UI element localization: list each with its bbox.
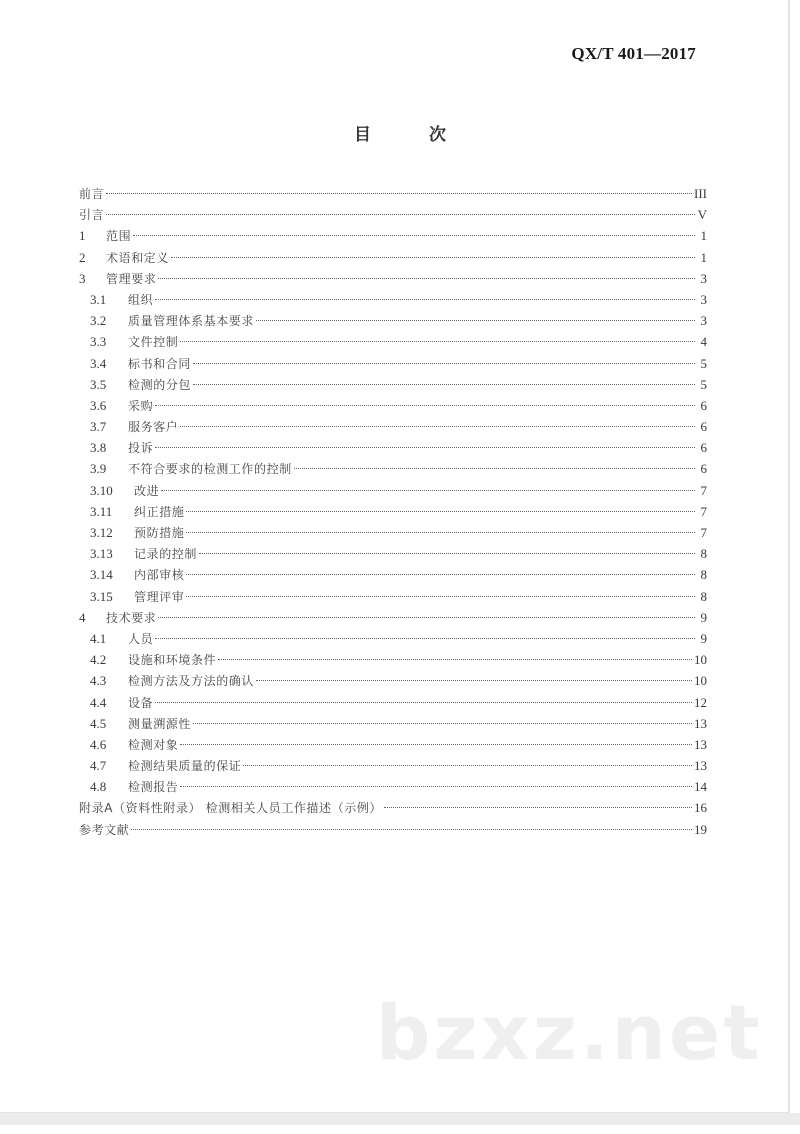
toc-entry-page: 5 (700, 355, 707, 371)
toc-entry-label: 管理评审 (134, 589, 185, 604)
table-of-contents (79, 183, 707, 840)
toc-entry-page: 7 (700, 525, 707, 540)
toc-entry-page: 1 (700, 249, 707, 265)
toc-entry-label: 检测报告 (128, 780, 179, 795)
document-code: QX/T 401—2017 (571, 44, 696, 63)
toc-entry-page: 7 (700, 503, 707, 519)
toc-entry[interactable] (79, 331, 707, 352)
dot-leader (243, 765, 692, 766)
toc-entry-number: 4.8 (90, 779, 107, 795)
toc-entry-number: 3.2 (90, 313, 107, 329)
toc-entry-page: 10 (694, 673, 707, 689)
dot-leader (180, 786, 692, 787)
toc-entry-number: 3 (79, 270, 86, 286)
toc-entry-page: 8 (700, 546, 707, 562)
toc-entry-number: 4 (79, 609, 86, 625)
toc-entry-label: 服务客户 (128, 420, 179, 435)
dot-leader (133, 235, 695, 236)
toc-entry-label: 内部审核 (134, 568, 185, 583)
toc-entry[interactable] (79, 225, 707, 246)
dot-leader (171, 257, 695, 258)
toc-entry-page: 16 (694, 800, 707, 816)
toc-entry-label: 附录A（资料性附录） 检测相关人员工作描述（示例） (79, 801, 383, 816)
toc-entry-label: 术语和定义 (106, 250, 170, 265)
dot-leader (256, 320, 695, 321)
toc-entry[interactable] (79, 353, 707, 374)
toc-entry-label: 范围 (106, 229, 132, 244)
toc-entry-label: 组织 (128, 292, 154, 307)
toc-entry-label: 标书和合同 (128, 356, 192, 371)
toc-entry[interactable] (79, 670, 707, 691)
dot-leader (384, 807, 692, 808)
toc-entry[interactable] (79, 628, 707, 649)
toc-entry[interactable] (79, 564, 707, 585)
toc-entry-number: 3.6 (90, 397, 107, 413)
toc-entry-label: 不符合要求的检测工作的控制 (128, 462, 292, 477)
toc-entry-label: 质量管理体系基本要求 (128, 314, 255, 329)
toc-entry[interactable] (79, 374, 707, 395)
toc-entry[interactable] (79, 776, 707, 797)
toc-entry[interactable] (79, 649, 707, 670)
toc-entry[interactable] (79, 734, 707, 755)
toc-entry-page: 3 (700, 291, 707, 307)
toc-entry-number: 3.1 (90, 291, 107, 307)
dot-leader (186, 596, 695, 597)
toc-entry-label: 检测方法及方法的确认 (128, 674, 255, 689)
dot-leader (186, 511, 695, 512)
toc-entry-number: 4.7 (90, 758, 107, 774)
toc-entry-page: 6 (700, 461, 707, 477)
dot-leader (155, 299, 695, 300)
toc-entry-page: 9 (700, 609, 707, 625)
toc-entry-page: 6 (700, 440, 707, 456)
toc-entry-number: 4.1 (90, 630, 107, 646)
toc-entry[interactable] (79, 183, 707, 204)
toc-entry-number: 4.6 (90, 736, 107, 752)
dot-leader (193, 723, 692, 724)
toc-entry-label: 文件控制 (128, 335, 179, 350)
toc-entry-label: 引言 (79, 208, 105, 223)
toc-entry-number: 4.4 (90, 694, 107, 710)
toc-entry[interactable] (79, 586, 707, 607)
dot-leader (294, 468, 695, 469)
toc-entry[interactable] (79, 480, 707, 501)
toc-entry-number: 4.3 (90, 673, 107, 689)
toc-entry-page: 9 (700, 630, 707, 646)
dot-leader (155, 638, 695, 639)
toc-entry-page: 10 (694, 652, 707, 668)
toc-entry-number: 3.11 (90, 503, 113, 519)
toc-entry-page: 13 (694, 758, 707, 774)
dot-leader (180, 426, 695, 427)
toc-entry-page: 13 (694, 715, 707, 731)
toc-entry[interactable] (79, 310, 707, 331)
toc-entry-label: 投诉 (128, 441, 154, 456)
toc-entry[interactable] (79, 819, 707, 840)
toc-entry[interactable] (79, 458, 707, 479)
dot-leader (131, 829, 692, 830)
watermark: bzxz.net (376, 988, 763, 1077)
toc-entry-page: 12 (694, 694, 707, 710)
toc-entry-label: 设施和环境条件 (128, 653, 217, 668)
toc-entry-page: 19 (694, 821, 707, 837)
toc-entry-label: 采购 (128, 398, 154, 413)
toc-entry-number: 4.2 (90, 652, 107, 668)
toc-entry[interactable] (79, 543, 707, 564)
toc-entry[interactable] (79, 416, 707, 437)
toc-entry[interactable] (79, 607, 707, 628)
toc-entry-label: 检测结果质量的保证 (128, 759, 242, 774)
dot-leader (180, 744, 692, 745)
toc-entry-page: 7 (700, 482, 707, 498)
toc-entry-label: 测量溯源性 (128, 716, 192, 731)
toc-entry-page: 3 (700, 270, 707, 286)
toc-entry-number: 3.12 (90, 525, 113, 540)
toc-entry-page: 6 (700, 397, 707, 413)
toc-entry-page: III (694, 186, 707, 201)
dot-leader (186, 574, 695, 575)
dot-leader (199, 553, 695, 554)
toc-entry-label: 检测对象 (128, 737, 179, 752)
toc-entry-label: 设备 (128, 695, 154, 710)
toc-entry-number: 3.7 (90, 419, 107, 435)
toc-entry-page: 5 (700, 376, 707, 392)
toc-entry-number: 4.5 (90, 715, 107, 731)
toc-entry-number: 1 (79, 228, 86, 244)
toc-entry-label: 预防措施 (134, 526, 185, 540)
toc-entry-label: 技术要求 (106, 610, 157, 625)
toc-entry-label: 改进 (134, 483, 160, 498)
toc-entry[interactable] (79, 247, 707, 268)
toc-title-char-2: 次 (429, 125, 446, 145)
toc-entry-label: 参考文献 (79, 822, 130, 837)
toc-entry-number: 3.3 (90, 334, 107, 350)
toc-entry-number: 3.13 (90, 546, 113, 562)
toc-entry-page: 1 (700, 228, 707, 244)
toc-entry-number: 3.15 (90, 588, 113, 604)
toc-entry[interactable] (79, 713, 707, 734)
toc-entry-page: 6 (700, 419, 707, 435)
toc-entry[interactable] (79, 395, 707, 416)
dot-leader (158, 617, 695, 618)
toc-entry[interactable] (79, 692, 707, 713)
dot-leader (106, 193, 692, 194)
toc-entry-label: 纠正措施 (134, 504, 185, 519)
toc-entry-number: 2 (79, 249, 86, 265)
dot-leader (155, 447, 695, 448)
toc-title (0, 120, 800, 145)
toc-entry[interactable] (79, 797, 707, 818)
toc-entry-page: 14 (694, 779, 707, 795)
toc-entry-label: 检测的分包 (128, 377, 192, 392)
toc-entry[interactable] (79, 289, 707, 310)
toc-entry[interactable] (79, 501, 707, 522)
toc-entry-page: V (697, 207, 707, 223)
toc-entry-number: 3.5 (90, 376, 107, 392)
dot-leader (155, 405, 695, 406)
toc-entry[interactable] (79, 268, 707, 289)
toc-entry-label: 人员 (128, 631, 154, 646)
dot-leader (158, 278, 695, 279)
toc-entry[interactable] (79, 755, 707, 776)
dot-leader (193, 384, 695, 385)
dot-leader (256, 680, 692, 681)
dot-leader (180, 341, 695, 342)
toc-entry-number: 3.14 (90, 567, 113, 583)
toc-title-char-1: 目 (354, 125, 371, 145)
toc-entry-page: 13 (694, 736, 707, 752)
toc-entry-number: 3.8 (90, 440, 107, 456)
toc-entry-page: 8 (700, 588, 707, 604)
toc-entry-label: 前言 (79, 187, 105, 201)
toc-entry[interactable] (79, 204, 707, 225)
dot-leader (218, 659, 692, 660)
toc-entry-number: 3.4 (90, 355, 107, 371)
toc-entry-label: 记录的控制 (134, 547, 198, 562)
toc-entry[interactable] (79, 437, 707, 458)
dot-leader (106, 214, 695, 215)
toc-entry-page: 3 (700, 313, 707, 329)
dot-leader (155, 702, 692, 703)
page-bottom-edge (0, 1113, 800, 1125)
toc-entry-page: 8 (700, 567, 707, 583)
dot-leader (161, 490, 695, 491)
toc-entry-number: 3.9 (90, 461, 107, 477)
toc-entry-page: 4 (700, 334, 707, 350)
toc-entry-label: 管理要求 (106, 271, 157, 286)
toc-entry-number: 3.10 (90, 482, 113, 498)
dot-leader (193, 363, 695, 364)
dot-leader (186, 532, 695, 533)
toc-entry[interactable] (79, 522, 707, 543)
